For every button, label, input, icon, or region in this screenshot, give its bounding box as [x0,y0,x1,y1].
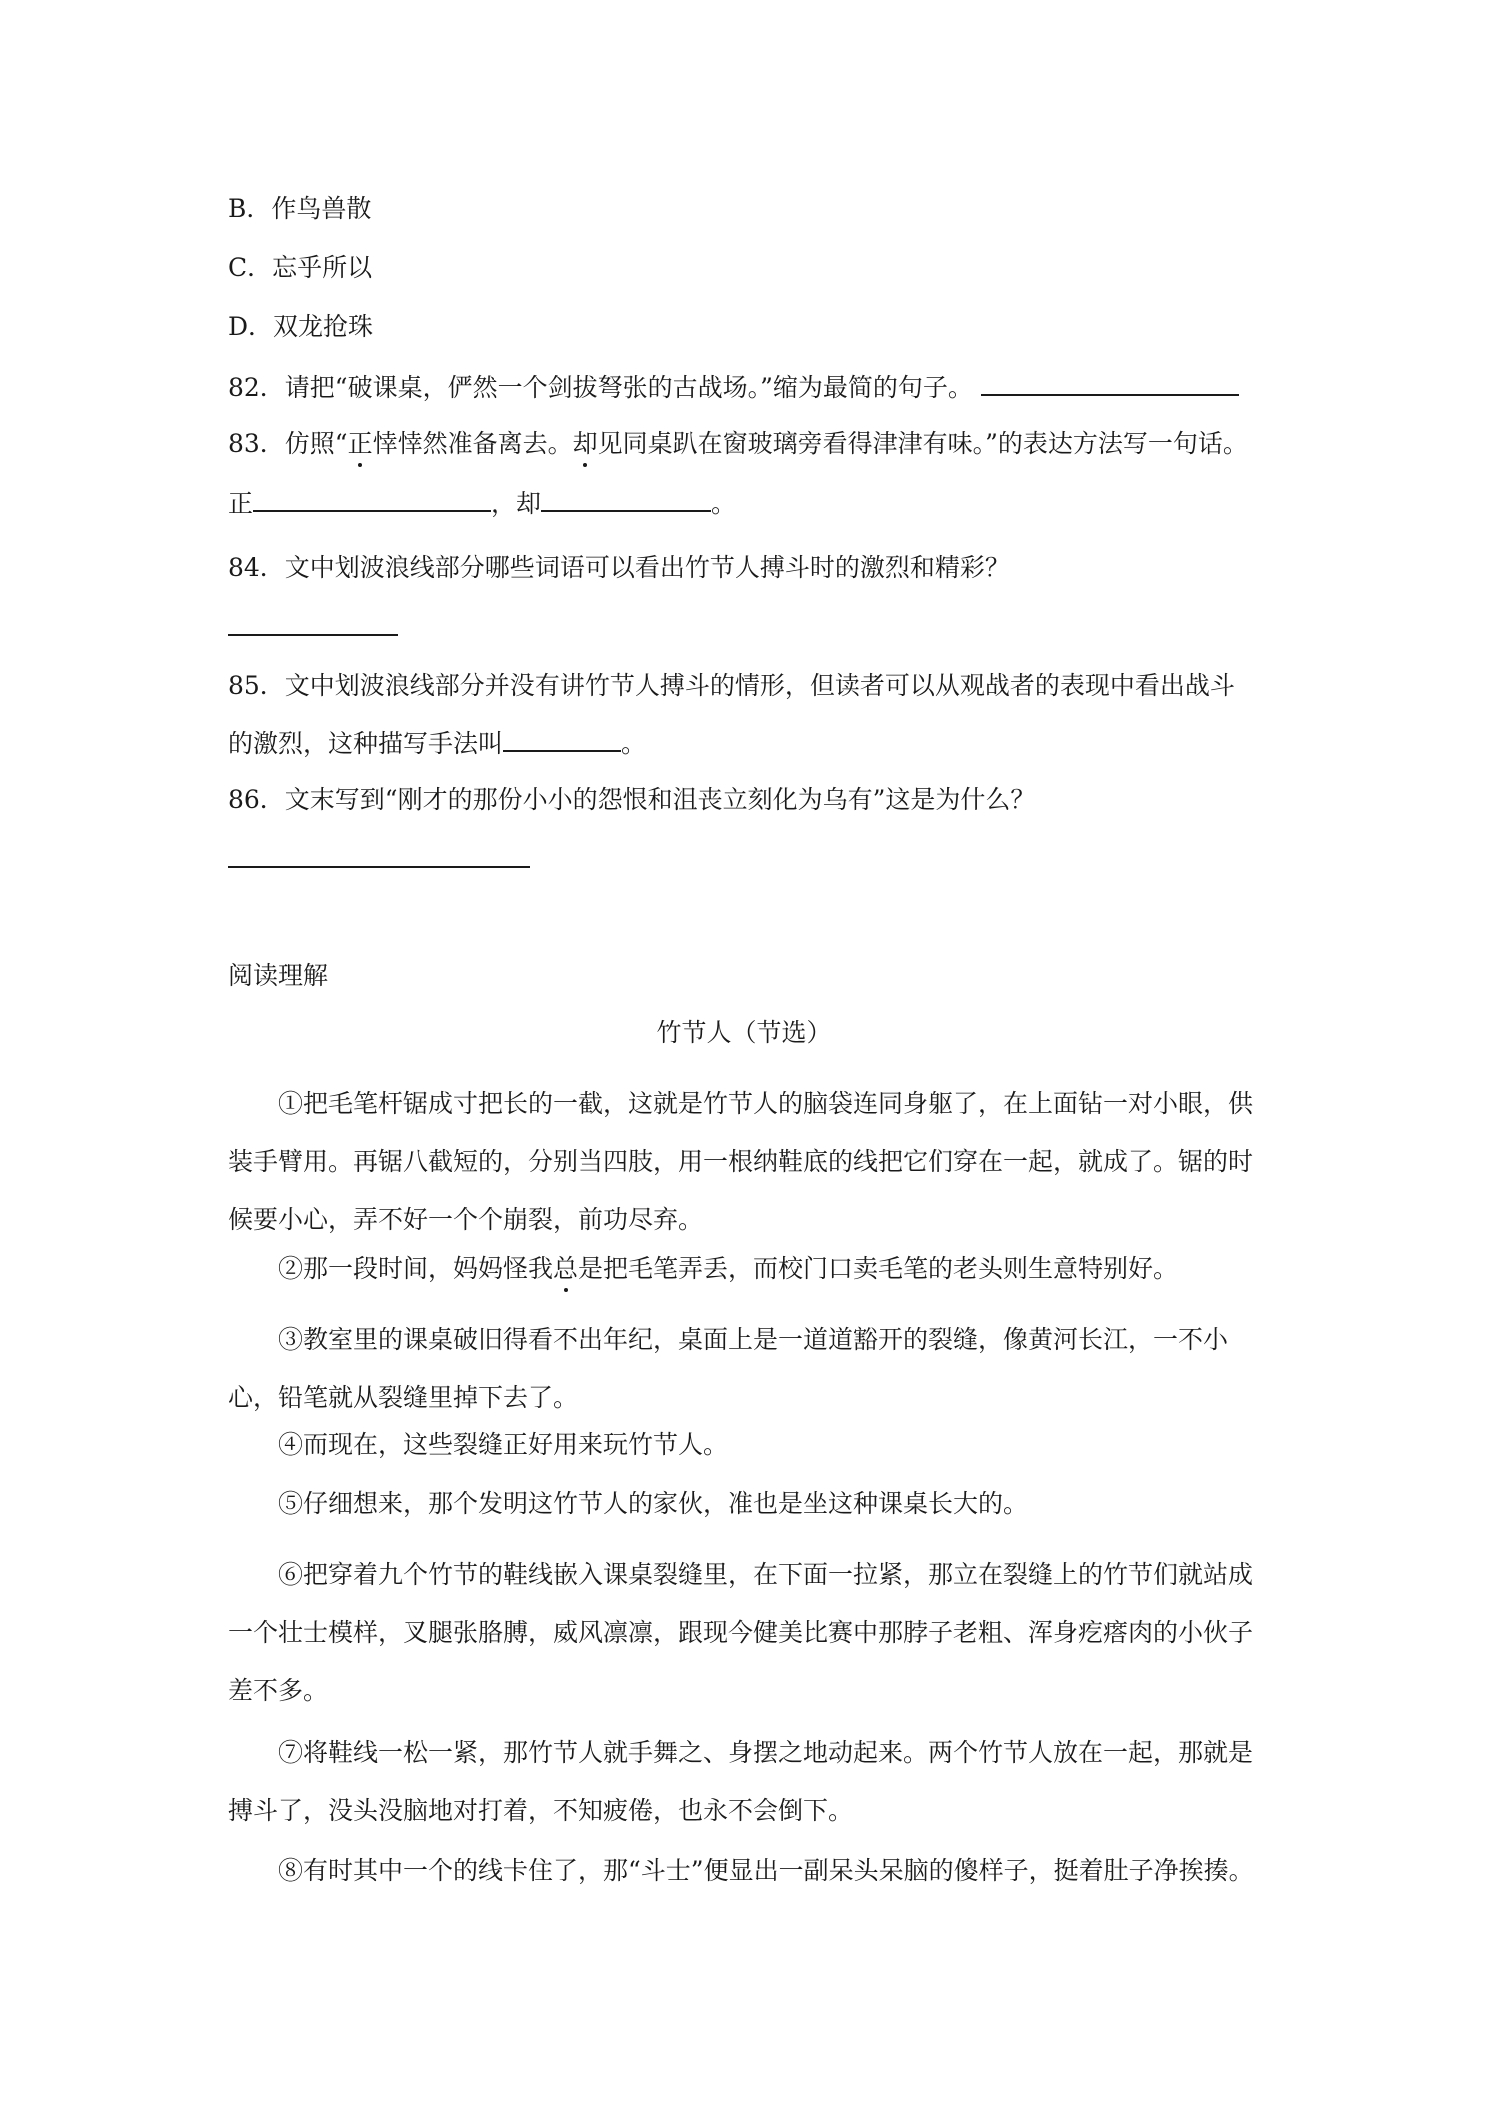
answer-blank-82[interactable] [981,372,1239,396]
q83-fill-start: 正 [228,489,254,518]
passage-paragraph-5: ⑤仔细想来，那个发明这竹节人的家伙，准也是坐这种课桌长大的。 [278,1489,1029,1518]
q83-fill-mid: ，却 [491,489,542,518]
passage-paragraph-3: ③教室里的课桌破旧得看不出年纪，桌面上是一道道豁开的裂缝，像黄河长江，一不小心，铅笔就从裂缝里掉下去了。 [228,1325,1229,1412]
q83-pre: 83．仿照“ [228,429,348,458]
answer-blank-84[interactable] [228,634,398,636]
passage-paragraph-8: ⑧有时其中一个的线卡住了，那“斗士”便显出一副呆头呆脑的傻样子，挺着肚子净挨揍。 [278,1856,1254,1885]
answer-blank-83b[interactable] [541,488,711,512]
question-84: 84．文中划波浪线部分哪些词语可以看出竹节人搏斗时的激烈和精彩？ [228,553,1010,582]
q85-line2-end: 。 [621,729,647,758]
question-86: 86．文末写到“刚才的那份小小的怨恨和沮丧立刻化为乌有”这是为什么？ [228,785,1036,814]
section-label: 阅读理解 [228,961,329,990]
answer-blank-86[interactable] [228,866,530,868]
option-b: B．作鸟兽散 [228,194,372,223]
question-83-fill [228,488,736,520]
option-d: D．双龙抢珠 [228,312,374,341]
p2-part-b: 是把毛笔弄丢，而校门口卖毛笔的老头则生意特别好。 [578,1254,1179,1283]
passage-paragraph-7: ⑦将鞋线一松一紧，那竹节人就手舞之、身摆之地动起来。两个竹节人放在一起，那就是搏斗了，没头没脑地对打着，不知疲倦，也永不会倒下。 [228,1738,1254,1825]
p2-part-a: ②那一段时间，妈妈怪我 [278,1254,554,1283]
q85-line2-pre: 的激烈，这种描写手法叫 [228,729,504,758]
passage-title: 竹节人（节选） [656,1018,832,1047]
passage-paragraph-1: ①把毛笔杆锯成寸把长的一截，这就是竹节人的脑袋连同身躯了，在上面钻一对小眼，供装手臂用。再锯八截短的，分别当四肢，用一根纳鞋底的线把它们穿在一起，就成了。锯的时候要小心，弄不好一个个崩裂，前功尽弃。 [228,1089,1254,1234]
answer-blank-85[interactable] [503,728,621,752]
passage-paragraph-4: ④而现在，这些裂缝正好用来玩竹节人。 [278,1430,729,1459]
question-83 [228,428,1248,460]
q83-emphasis-1: 正 [347,429,373,458]
q83-mid1: 悻悻然准备离去。 [372,429,573,458]
passage-paragraph-6: ⑥把穿着九个竹节的鞋线嵌入课桌裂缝里，在下面一拉紧，那立在裂缝上的竹节们就站成一个壮士模样，叉腿张胳膊，威风凛凛，跟现今健美比赛中那脖子老粗、浑身疙瘩肉的小伙子差不多。 [228,1560,1254,1705]
answer-blank-83a[interactable] [253,488,491,512]
q83-fill-end: 。 [711,489,737,518]
question-82 [228,372,1239,404]
q83-mid2: 见同桌趴在窗玻璃旁看得津津有味。”的表达方法写一句话。 [597,429,1248,458]
option-c: C．忘乎所以 [228,253,373,282]
question-85-line1: 85．文中划波浪线部分并没有讲竹节人搏斗的情形，但读者可以从观战者的表现中看出战斗 [228,671,1235,700]
p2-emphasis: 总 [553,1254,579,1283]
question-82-text: 82．请把“破课桌，俨然一个剑拔弩张的古战场。”缩为最简的句子。 [228,373,973,402]
question-85-line2 [228,728,646,760]
q83-emphasis-2: 却 [572,429,598,458]
passage-paragraph-2 [228,1253,1264,1285]
